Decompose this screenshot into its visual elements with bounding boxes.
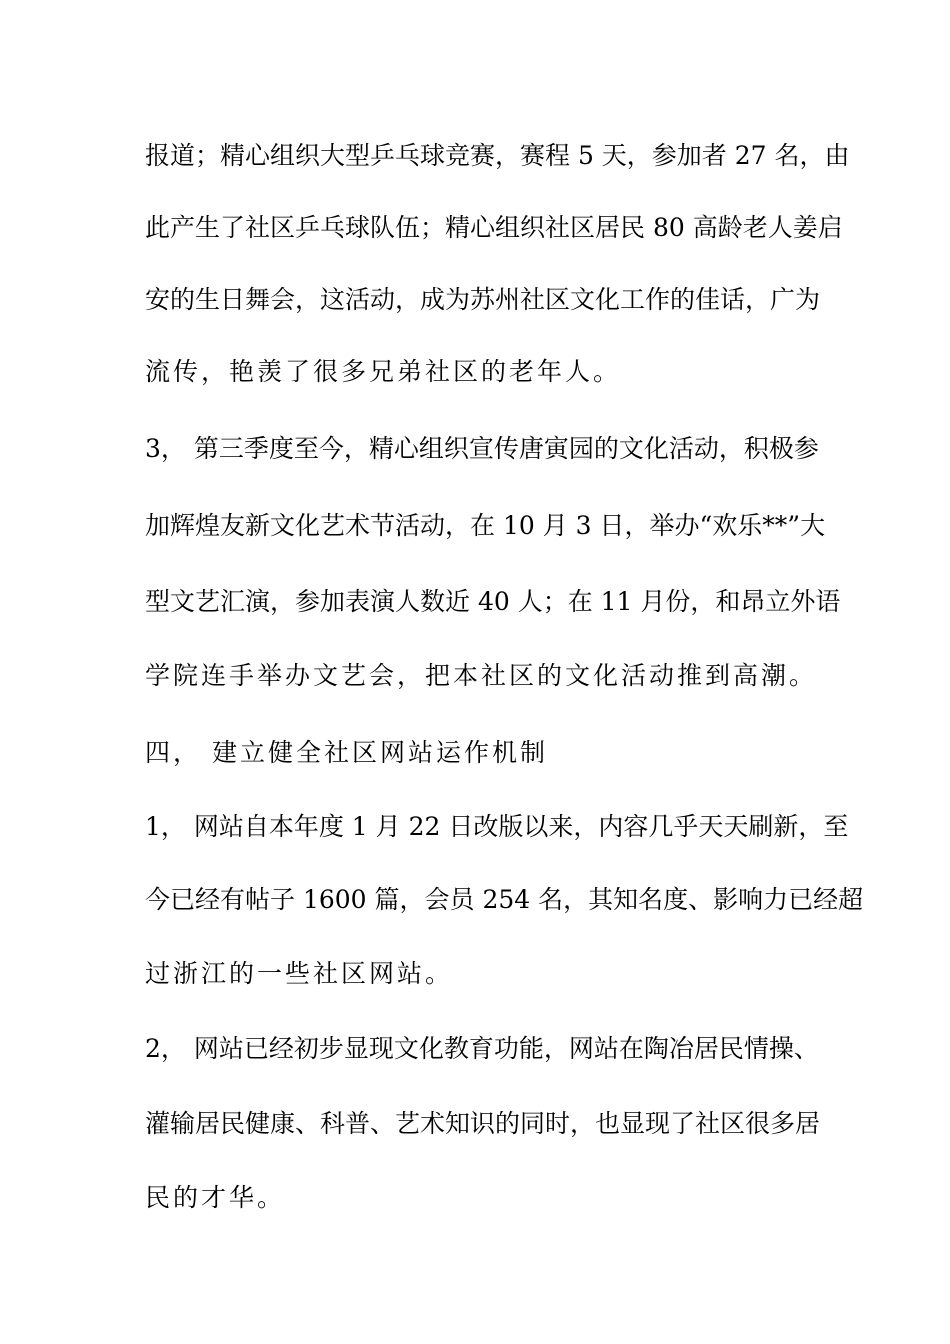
section-heading: 四， 建立健全社区网站运作机制 <box>145 738 548 767</box>
paragraph-line: 灌输居民健康、科普、艺术知识的同时，也显现了社区很多居 <box>145 1109 821 1138</box>
paragraph-line: 加辉煌友新文化艺术节活动，在 10 月 3 日，举办“欢乐**”大 <box>145 511 826 540</box>
paragraph-line: 安的生日舞会，这活动，成为苏州社区文化工作的佳话，广为 <box>145 285 821 314</box>
list-item-2-line: 2， 网站已经初步显现文化教育功能，网站在陶冶居民情操、 <box>145 1034 819 1063</box>
paragraph-line: 学院连手举办文艺会，把本社区的文化活动推到高潮。 <box>145 661 818 690</box>
list-item-3-line: 3， 第三季度至今，精心组织宣传唐寅园的文化活动，积极参 <box>145 434 819 463</box>
paragraph-line: 过浙江的一些社区网站。 <box>145 959 454 988</box>
paragraph-line: 民的才华。 <box>145 1183 286 1212</box>
paragraph-line: 报道；精心组织大型乒乓球竞赛，赛程 5 天，参加者 27 名，由 <box>145 141 850 170</box>
paragraph-line: 流传，艳羡了很多兄弟社区的老年人。 <box>145 357 622 386</box>
paragraph-line: 此产生了社区乒乓球队伍；精心组织社区居民 80 高龄老人姜启 <box>145 213 843 242</box>
paragraph-line: 型文艺汇演，参加表演人数近 40 人；在 11 月份，和昂立外语 <box>145 587 841 616</box>
paragraph-line: 今已经有帖子 1600 篇，会员 254 名，其知名度、影响力已经超 <box>145 885 864 914</box>
list-item-1-line: 1， 网站自本年度 1 月 22 日改版以来，内容几乎天天刷新，至 <box>145 812 849 841</box>
